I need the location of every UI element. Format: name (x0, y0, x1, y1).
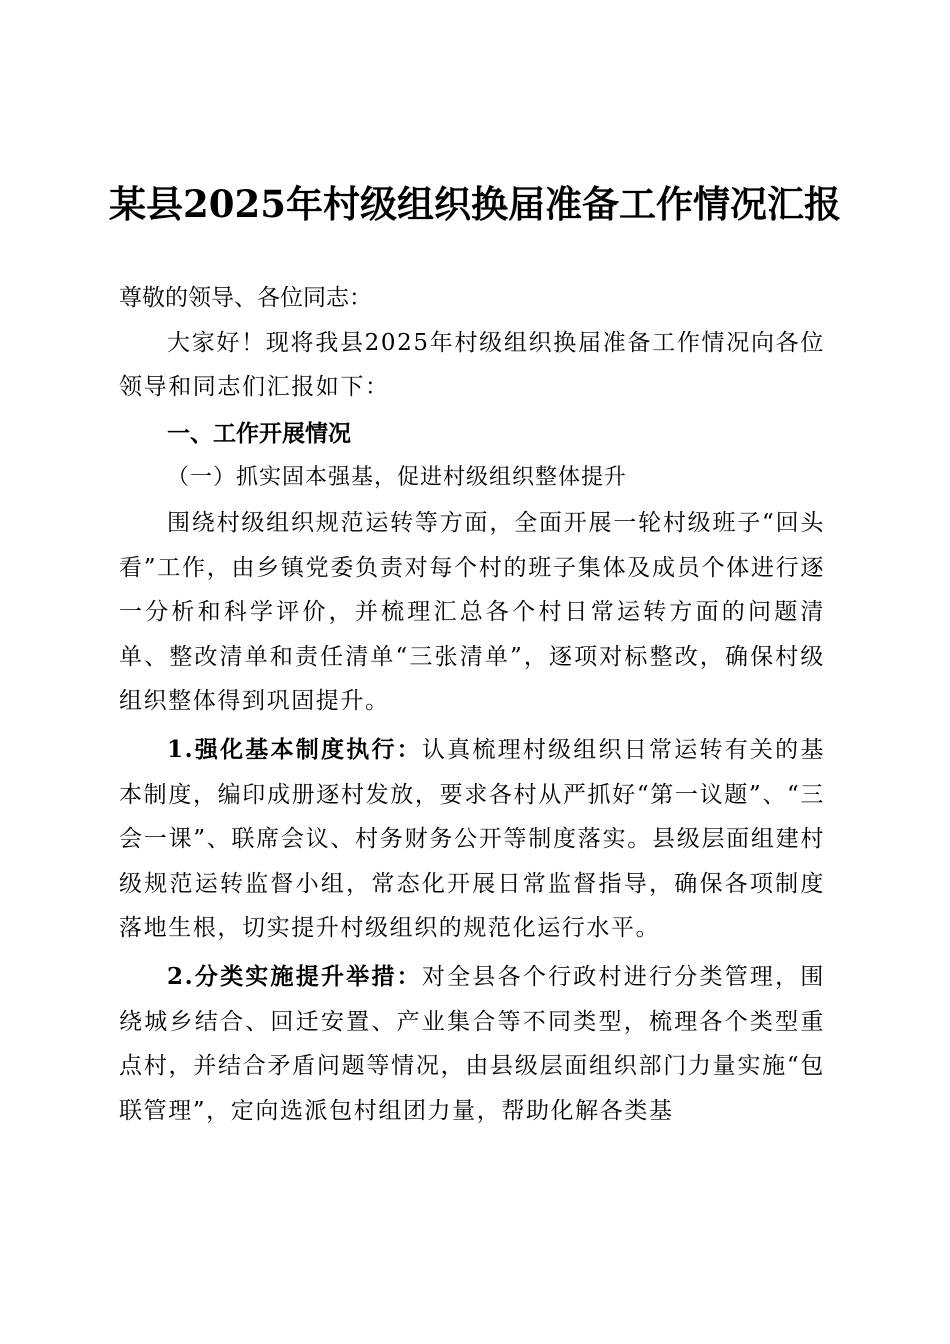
item-1-lead: 1.强化基本制度执行： (167, 735, 422, 763)
section-heading: 一、工作开展情况 (167, 420, 351, 447)
item-2-paragraph (119, 955, 825, 1133)
item-2-lead: 2.分类实施提升举措： (167, 962, 422, 990)
document-body (119, 276, 825, 1133)
item-2-body: 对全县各个行政村进行分类管理，围绕城乡结合、回迁安置、产业集合等不同类型，梳理各个类型重点村，并结合矛盾问题等情况，由县级层面组织部门力量实施“包联管理”，定向选派包村组团力量，帮助化解各类基 (119, 963, 825, 1124)
intro-paragraph: 大家好！现将我县2025年村级组织换届准备工作情况向各位领导和同志们汇报如下： (119, 329, 825, 401)
document-title: 某县2025年村级组织换届准备工作情况汇报 (109, 182, 841, 226)
item-1-paragraph (119, 728, 825, 951)
salutation: 尊敬的领导、各位同志： (119, 285, 372, 311)
subsection-heading: （一）抓实固本强基，促进村级组织整体提升 (167, 465, 628, 491)
item-1-body: 认真梳理村级组织日常运转有关的基本制度，编印成册逐村发放，要求各村从严抓好“第一议题”、“三会一课”、联席会议、村务财务公开等制度落实。县级层面组建村级规范运转监督小组，常态化开展日常监督指导，确保各项制度落地生根，切实提升村级组织的规范化运行水平。 (119, 736, 825, 942)
subsection-paragraph: 围绕村级组织规范运转等方面，全面开展一轮村级班子“回头看”工作，由乡镇党委负责对每个村的班子集体及成员个体进行逐一分析和科学评价，并梳理汇总各个村日常运转方面的问题清单、整改清单和责任清单“三张清单”，逐项对标整改，确保村级组织整体得到巩固提升。 (119, 509, 825, 715)
